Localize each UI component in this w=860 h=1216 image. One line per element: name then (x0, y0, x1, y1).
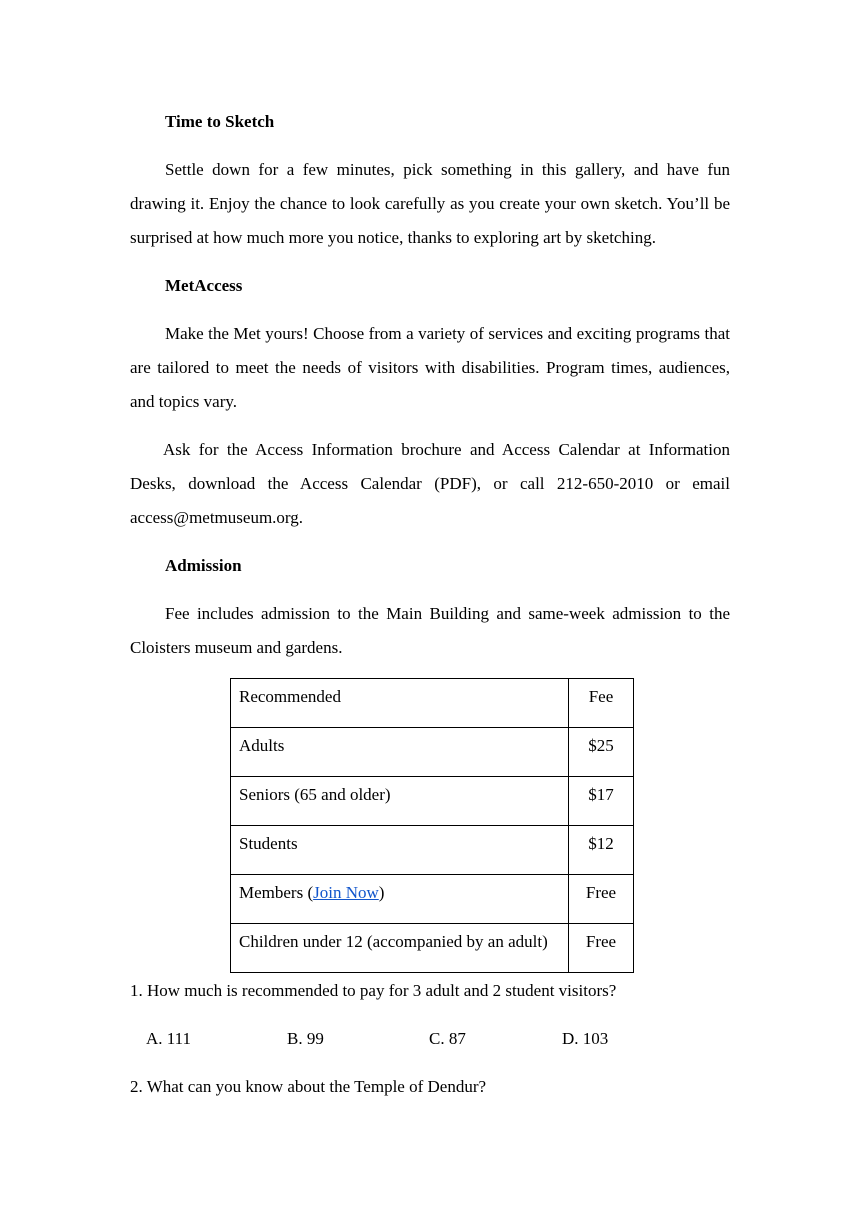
section-heading-admission: Admission (165, 556, 242, 575)
table-row (231, 875, 634, 924)
members-label-prefix: Members ( (239, 883, 314, 902)
table-cell-category: Students (231, 826, 569, 875)
table-cell-category-members (231, 875, 569, 924)
join-now-link[interactable]: Join Now (313, 883, 379, 902)
table-header-row (231, 679, 634, 728)
paragraph-admission: Fee includes admission to the Main Building and same-week admission to the Cloisters museum and gardens. (130, 604, 730, 657)
table-row (231, 777, 634, 826)
paragraph-metaccess-contact: Ask for the Access Information brochure and Access Calendar at Information Desks, download the Access Calendar (PDF), or call 212-650-2010 or email access@metmuseum.org. (130, 440, 730, 527)
table-cell-fee: Free (569, 924, 634, 973)
admission-fee-table (230, 678, 634, 973)
paragraph-sketch: Settle down for a few minutes, pick something in this gallery, and have fun drawing it. Enjoy the chance to look carefully as you create your own sketch. You’ll be surprised at how much more you notice, thanks to exploring art by sketching. (130, 160, 730, 247)
table-cell-category: Adults (231, 728, 569, 777)
table-cell-category: Children under 12 (accompanied by an adult) (231, 924, 569, 973)
question-2: 2. What can you know about the Temple of Dendur? (130, 1077, 487, 1096)
members-label-suffix: ) (378, 883, 385, 902)
question-1-option-c: C. 87 (429, 1029, 466, 1048)
question-1-option-b: B. 99 (287, 1029, 324, 1048)
question-1: 1. How much is recommended to pay for 3 adult and 2 student visitors? (130, 981, 617, 1000)
table-header-fee: Fee (569, 679, 634, 728)
paragraph-metaccess-programs: Make the Met yours! Choose from a variety of services and exciting programs that are tailored to meet the needs of visitors with disabilities. Program times, audiences, and topics vary. (130, 324, 730, 411)
table-row (231, 728, 634, 777)
question-1-option-d: D. 103 (562, 1029, 609, 1048)
table-row (231, 826, 634, 875)
table-cell-fee: $12 (569, 826, 634, 875)
question-1-option-a: A. 111 (146, 1029, 192, 1048)
table-row (231, 924, 634, 973)
table-header-recommended: Recommended (231, 679, 569, 728)
table-cell-fee: $17 (569, 777, 634, 826)
section-heading-time-to-sketch: Time to Sketch (165, 112, 275, 131)
table-cell-fee: Free (569, 875, 634, 924)
section-heading-metaccess: MetAccess (165, 276, 243, 295)
table-cell-fee: $25 (569, 728, 634, 777)
table-cell-category: Seniors (65 and older) (231, 777, 569, 826)
